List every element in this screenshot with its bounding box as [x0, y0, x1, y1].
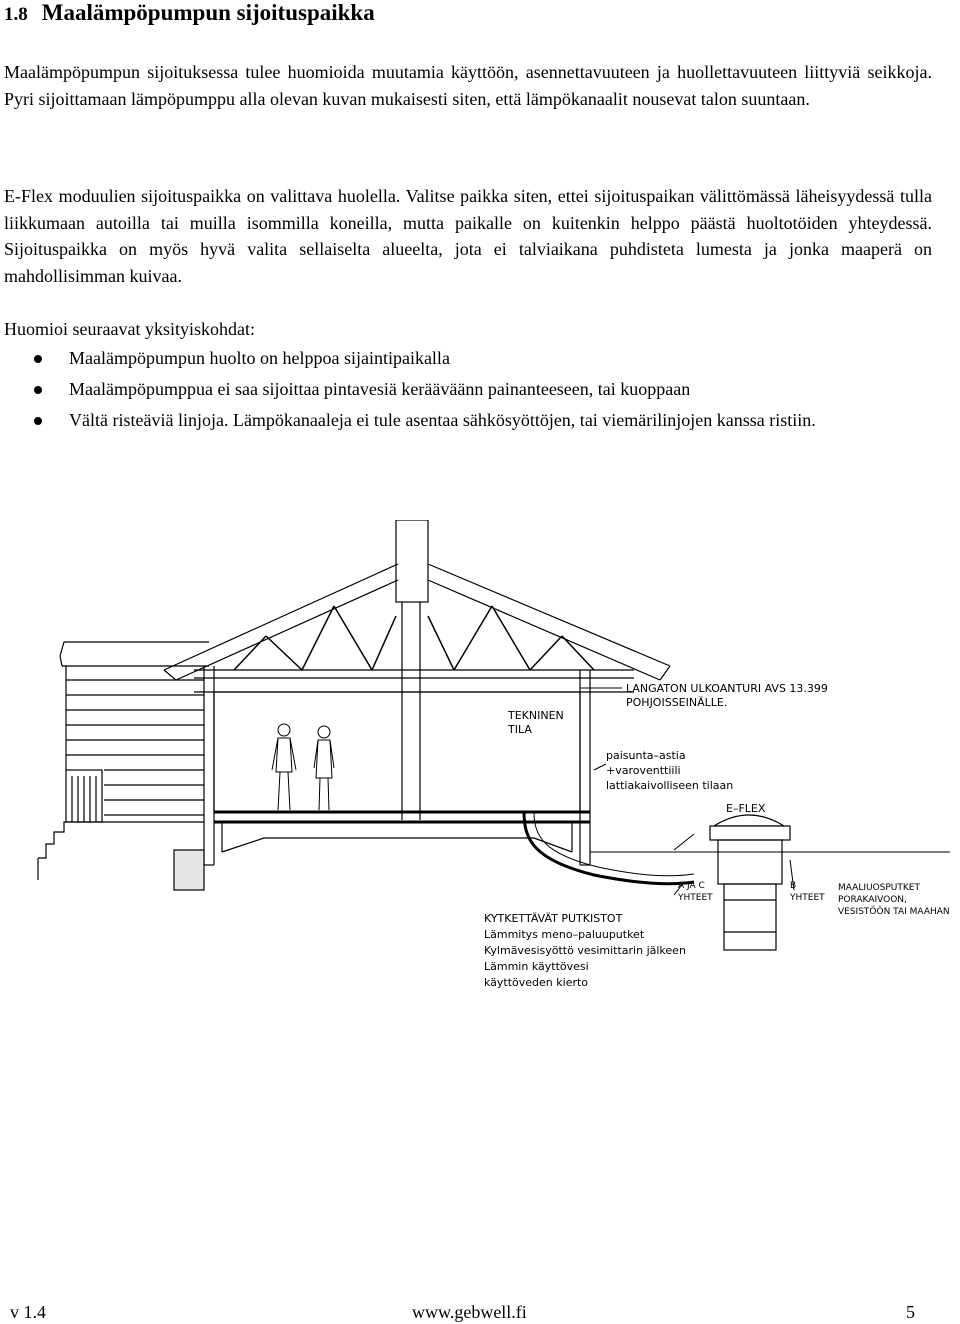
main-room [204, 670, 590, 865]
section-heading [4, 0, 375, 30]
ground-pipe-label-line3: VESISTÖÖN TAI MAAHAN [838, 907, 950, 917]
bullet-icon [34, 417, 42, 425]
room-label-line2: TILA [508, 723, 532, 736]
eflex-label: E–FLEX [726, 802, 766, 815]
footer-version: v 1.4 [10, 1302, 46, 1322]
house-section-drawing [34, 520, 960, 1010]
detail-list [4, 344, 934, 437]
list-item: Maalämpöpumppua ei saa sijoittaa pintavesiä kerääväänn painanteeseen, tai kuoppaan [4, 375, 934, 404]
pipes-title: KYTKETTÄVÄT PUTKISTOT [484, 912, 623, 925]
roof [60, 564, 670, 692]
connection-b-label-line1: B [790, 881, 797, 891]
intro-paragraph: Maalämpöpumpun sijoituksessa tulee huomioida muutamia käyttöön, asennettavuuteen ja huollettavuuteen liittyviä seikkoja. Pyri sijoittamaan lämpöpumppu alla olevan kuvan mukaisesti siten, että lämpökanaalit nousevat talon suuntaan. [4, 62, 932, 109]
ground-pipe-label-line2: PORAKAIVOON, [838, 895, 907, 905]
pipes-line1: Lämmitys meno–paluuputket [484, 928, 645, 941]
sensor-label-line2: POHJOISSEINÄLLE. [626, 696, 728, 709]
room-label-line1: TEKNINEN [508, 709, 564, 722]
roof-trusses [234, 606, 594, 670]
sensor-label-line1: LANGATON ULKOANTURI AVS 13.399 [626, 682, 828, 695]
connection-a-label-line2: YHTEET [678, 893, 713, 903]
details-intro: Huomioi seuraavat yksityiskohdat: [4, 319, 255, 339]
section-title: Maalämpöpumpun sijoituspaikka [41, 0, 375, 25]
person-figure [272, 724, 296, 810]
footer-page-number: 5 [906, 1302, 915, 1322]
annex-wall [66, 666, 214, 865]
pipes-line3: Lämmin käyttövesi [484, 960, 589, 973]
tank-label-line3: lattiakaivolliseen tilaan [606, 779, 734, 792]
pipes-line2: Kylmävesisyöttö vesimittarin jälkeen [484, 944, 686, 957]
list-item: Maalämpöpumpun huolto on helppoa sijaintipaikalla [4, 344, 934, 373]
list-item: Vältä risteäviä linjoja. Lämpökanaaleja ei tule asentaa sähkösyöttöjen, tai viemärilinjojen kanssa ristiin. [4, 406, 934, 435]
bullet-icon [34, 386, 42, 394]
ground-pipe-label-line1: MAALIUOSPUTKET [838, 883, 920, 893]
connection-a-label-line1: A JA C [678, 881, 705, 891]
eflex-paragraph: E-Flex moduulien sijoituspaikka on valittava huolella. Valitse paikka siten, ettei sijoituspaikan välittömässä läheisyydessä tulla liikkumaan autoilla tai muilla isommilla koneilla, mutta paikalle on kuitenkin helppo päästä huoltotöiden yhteydessä. Sijoituspaikka on myös hyvä valita sellaiselta alueelta, jota ei talviaikana puhdisteta lumesta ja jonka maaperä on mahdollisimman kuivaa. [4, 186, 932, 286]
pipes-line4: käyttöveden kierto [484, 976, 589, 989]
tank-label-line2: +varoventtiili [606, 764, 681, 777]
footer-website: www.gebwell.fi [412, 1302, 527, 1322]
section-number: 1.8 [4, 4, 28, 25]
eflex-unit [710, 815, 790, 950]
person-figure [314, 726, 334, 810]
bullet-icon [34, 355, 42, 363]
porch [38, 770, 204, 890]
tank-label-line1: paisunta–astia [606, 749, 686, 762]
connection-b-label-line2: YHTEET [790, 893, 825, 903]
